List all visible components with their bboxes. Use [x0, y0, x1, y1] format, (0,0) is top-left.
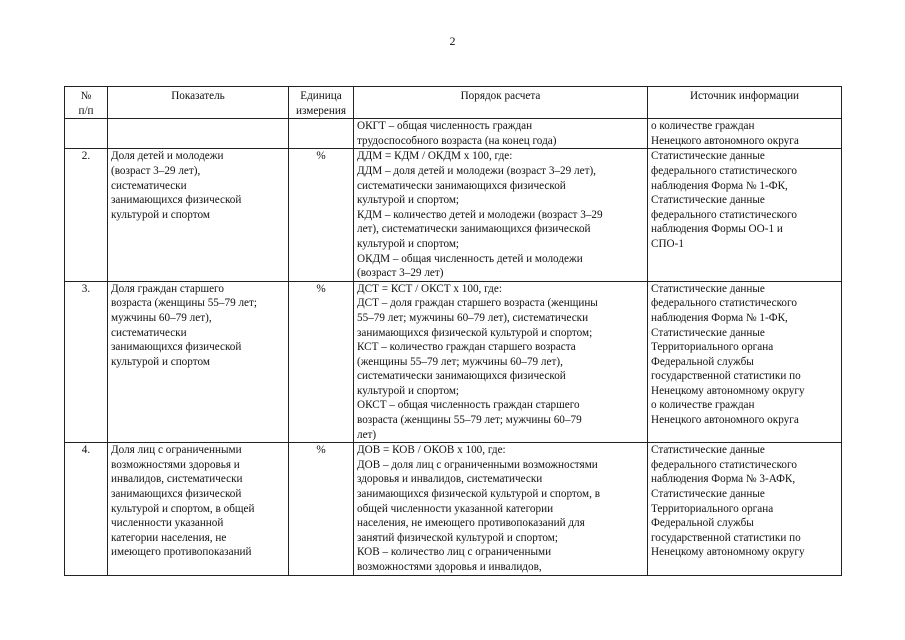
text-line: мужчины 60–79 лет),: [111, 311, 212, 324]
text-line: культурой и спортом, в общей: [111, 502, 255, 515]
indicators-table: [64, 86, 842, 576]
text-line: Ненецкого автономного округа: [651, 414, 799, 427]
text-line: Ненецкому автономному округу: [651, 384, 805, 397]
cell-indicator: [108, 443, 289, 575]
text-line: систематически: [111, 179, 187, 192]
text-line: систематически: [111, 326, 187, 339]
text-line: федерального статистического: [651, 458, 797, 471]
text-line: ОКГТ – общая численность граждан: [357, 120, 533, 133]
text-line: общей численности указанной категории: [357, 502, 554, 515]
text-line: КСТ – количество граждан старшего возраста: [357, 341, 576, 354]
header-source: Источник информации: [648, 87, 842, 119]
text-line: наблюдения Форма № 1-ФК,: [651, 311, 788, 324]
text-line: занимающихся физической: [111, 194, 242, 207]
text-line: СПО-1: [651, 237, 684, 250]
text-line: возраста (женщины 55–79 лет;: [111, 297, 258, 310]
text-line: возраста (женщины 55–79 лет; мужчины 60–79: [357, 414, 582, 427]
text-line: КДМ – количество детей и молодежи (возраст 3–29: [357, 208, 603, 221]
text-line: Федеральной службы: [651, 355, 754, 368]
text-line: Статистические данные: [651, 150, 765, 163]
text-line: инвалидов, систематически: [111, 473, 243, 486]
table-row: [65, 443, 842, 575]
text-line: здоровья и инвалидов, систематически: [357, 473, 543, 486]
table-header-row: [65, 87, 842, 119]
text-line: занимающихся физической культурой и спортом, в: [357, 488, 600, 501]
table-row: [65, 119, 842, 149]
text-line: лет): [357, 428, 377, 441]
text-line: численности указанной: [111, 517, 224, 530]
cell-num: [65, 119, 108, 149]
header-indicator: Показатель: [108, 87, 289, 119]
text-line: занимающихся физической: [111, 341, 242, 354]
text-line: Статистические данные: [651, 194, 765, 207]
header-unit: Единица измерения: [289, 87, 354, 119]
text-line: занятий физической культурой и спортом;: [357, 531, 558, 544]
text-line: наблюдения Форма № 1-ФК,: [651, 179, 788, 192]
text-line: (женщины 55–79 лет; мужчины 60–79 лет),: [357, 355, 563, 368]
text-line: (возраст 3–29 лет): [357, 267, 444, 280]
cell-num: 4.: [65, 443, 108, 575]
cell-source: [648, 119, 842, 149]
text-line: культурой и спортом;: [357, 194, 460, 207]
text-line: (возраст 3–29 лет),: [111, 164, 201, 177]
cell-calculation: [354, 119, 648, 149]
cell-unit: [289, 119, 354, 149]
cell-calculation: [354, 443, 648, 575]
cell-source: [648, 443, 842, 575]
text-line: ДСТ = КСТ / ОКСТ х 100, где:: [357, 282, 502, 295]
cell-indicator: [108, 149, 289, 281]
text-line: Федеральной службы: [651, 517, 754, 530]
text-line: Территориального органа: [651, 341, 774, 354]
text-line: Статистические данные: [651, 444, 765, 457]
text-line: ДОВ = КОВ / ОКОВ х 100, где:: [357, 444, 506, 457]
cell-calculation: [354, 281, 648, 443]
text-line: Доля детей и молодежи: [111, 150, 224, 163]
text-line: Ненецкому автономному округу: [651, 546, 805, 559]
text-line: Территориального органа: [651, 502, 774, 515]
text-line: Статистические данные: [651, 488, 765, 501]
text-line: Доля граждан старшего: [111, 282, 224, 295]
text-line: ОКДМ – общая численность детей и молодежи: [357, 252, 583, 265]
text-line: трудоспособного возраста (на конец года): [357, 134, 557, 147]
cell-source: [648, 149, 842, 281]
header-num: № п/п: [65, 87, 108, 119]
text-line: федерального статистического: [651, 208, 797, 221]
cell-calculation: [354, 149, 648, 281]
cell-unit: %: [289, 149, 354, 281]
text-line: Статистические данные: [651, 282, 765, 295]
text-line: культурой и спортом;: [357, 384, 460, 397]
cell-unit: %: [289, 443, 354, 575]
text-line: культурой и спортом;: [357, 237, 460, 250]
text-line: культурой и спортом: [111, 355, 210, 368]
text-line: КОВ – количество лиц с ограниченными: [357, 546, 552, 559]
text-line: Доля лиц с ограниченными: [111, 444, 242, 457]
text-line: о количестве граждан: [651, 399, 755, 412]
text-line: Статистические данные: [651, 326, 765, 339]
text-line: наблюдения Форма № 3-АФК,: [651, 473, 796, 486]
cell-num: 2.: [65, 149, 108, 281]
cell-unit: %: [289, 281, 354, 443]
text-line: государственной статистики по: [651, 370, 801, 383]
cell-source: [648, 281, 842, 443]
table-row: [65, 281, 842, 443]
text-line: ДОВ – доля лиц с ограниченными возможностями: [357, 458, 598, 471]
text-line: имеющего противопоказаний: [111, 546, 252, 559]
text-line: населения, не имеющего противопоказаний для: [357, 517, 585, 530]
table-row: [65, 149, 842, 281]
text-line: о количестве граждан: [651, 120, 755, 133]
text-line: возможностями здоровья и инвалидов,: [357, 561, 542, 573]
text-line: ДДМ – доля детей и молодежи (возраст 3–29 лет),: [357, 164, 596, 177]
text-line: систематически занимающихся физической: [357, 370, 566, 383]
text-line: ОКСТ – общая численность граждан старшего: [357, 399, 580, 412]
cell-num: 3.: [65, 281, 108, 443]
text-line: 55–79 лет; мужчины 60–79 лет), систематически: [357, 311, 589, 324]
text-line: возможностями здоровья и: [111, 458, 240, 471]
header-calculation: Порядок расчета: [354, 87, 648, 119]
text-line: занимающихся физической: [111, 488, 242, 501]
text-line: систематически занимающихся физической: [357, 179, 566, 192]
page-number: 2: [449, 34, 456, 48]
text-line: культурой и спортом: [111, 208, 210, 221]
text-line: федерального статистического: [651, 164, 797, 177]
text-line: занимающихся физической культурой и спортом;: [357, 326, 593, 339]
cell-indicator: [108, 281, 289, 443]
text-line: наблюдения Формы ОО-1 и: [651, 223, 783, 236]
text-line: государственной статистики по: [651, 531, 801, 544]
text-line: категории населения, не: [111, 531, 227, 544]
text-line: Ненецкого автономного округа: [651, 134, 799, 147]
text-line: федерального статистического: [651, 297, 797, 310]
text-line: ДДМ = КДМ / ОКДМ х 100, где:: [357, 150, 513, 163]
text-line: ДСТ – доля граждан старшего возраста (женщины: [357, 297, 598, 310]
cell-indicator: [108, 119, 289, 149]
text-line: лет), систематически занимающихся физической: [357, 223, 591, 236]
